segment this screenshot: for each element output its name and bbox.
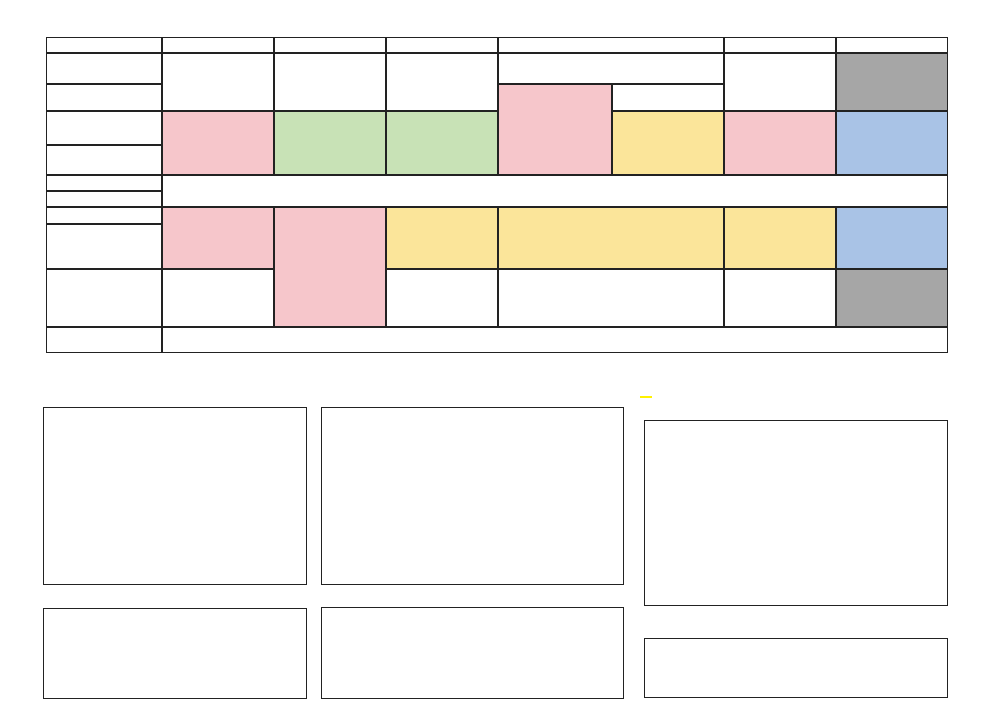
cell-wed-job-strategy bbox=[386, 111, 498, 175]
self-expression-box bbox=[321, 607, 624, 699]
time-slot bbox=[46, 207, 162, 224]
time-slot bbox=[46, 327, 162, 353]
cell-sat-course bbox=[836, 111, 948, 175]
web-design-box bbox=[43, 407, 307, 585]
cell-tue-employer-research bbox=[274, 111, 386, 175]
cell-mon-consultation bbox=[162, 53, 274, 111]
cell-sat-closed bbox=[836, 53, 948, 111]
header-saturday bbox=[836, 37, 948, 53]
cell-fri-marketing bbox=[724, 111, 836, 175]
schedule-table bbox=[46, 37, 948, 353]
time-slot bbox=[46, 175, 162, 191]
time-slot bbox=[46, 111, 162, 145]
cell-thu-consultation bbox=[498, 53, 724, 84]
special-course-box bbox=[644, 638, 948, 698]
programming-box bbox=[43, 608, 307, 699]
time-slot bbox=[46, 191, 162, 207]
cell-mon-accounting bbox=[162, 207, 274, 269]
cell-tue-excel bbox=[274, 207, 386, 327]
saturday-schedule-title bbox=[640, 396, 652, 398]
cell-sat-late-consultation bbox=[836, 269, 948, 327]
cell-thu-english-conversation bbox=[498, 84, 612, 175]
cell-wed-business-scenes bbox=[386, 207, 498, 269]
cell-thu-self-understanding bbox=[498, 207, 724, 269]
time-slot bbox=[46, 84, 162, 111]
adobe-box bbox=[321, 407, 624, 585]
header-monday bbox=[162, 37, 274, 53]
cell-self-study bbox=[162, 327, 948, 353]
time-slot bbox=[46, 53, 162, 84]
cell-wed-late-consultation bbox=[386, 269, 498, 327]
cell-thu-blank bbox=[612, 84, 724, 111]
time-slot bbox=[46, 224, 162, 269]
cell-sat-course-pm bbox=[836, 207, 948, 269]
cell-wed-consultation bbox=[386, 53, 498, 111]
cell-fri-late-consultation bbox=[724, 269, 836, 327]
saturday-schedule-table bbox=[644, 420, 948, 606]
cell-lunch-break bbox=[162, 175, 948, 207]
cell-mon-late-consultation bbox=[162, 269, 274, 327]
header-friday bbox=[724, 37, 836, 53]
cell-mon-ai-course bbox=[162, 111, 274, 175]
cell-fri-consultation bbox=[724, 53, 836, 111]
header-thursday bbox=[498, 37, 724, 53]
time-slot bbox=[46, 269, 162, 327]
header-corner bbox=[46, 37, 162, 53]
cell-thu-toeic bbox=[612, 111, 724, 175]
time-slot bbox=[46, 145, 162, 175]
cell-thu-late-consultation bbox=[498, 269, 724, 327]
header-tuesday bbox=[274, 37, 386, 53]
cell-fri-communication bbox=[724, 207, 836, 269]
header-wednesday bbox=[386, 37, 498, 53]
cell-tue-consultation bbox=[274, 53, 386, 111]
